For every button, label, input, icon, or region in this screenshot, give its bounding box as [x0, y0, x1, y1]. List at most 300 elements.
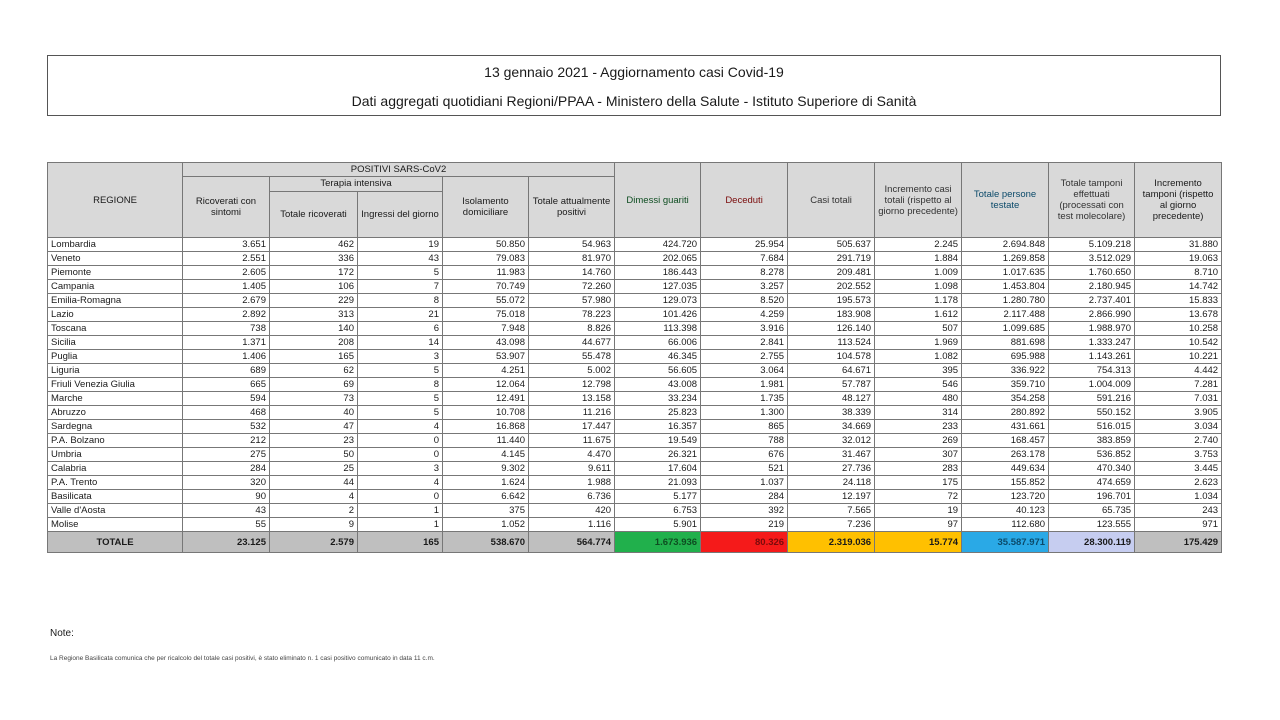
value-cell: 70.749	[443, 280, 529, 294]
value-cell: 44.677	[529, 336, 615, 350]
value-cell: 971	[1135, 518, 1222, 532]
header-deceduti: Deceduti	[701, 163, 788, 238]
notes-label: Note:	[50, 628, 74, 639]
value-cell: 2.737.401	[1049, 294, 1135, 308]
value-cell: 40.123	[962, 504, 1049, 518]
value-cell: 788	[701, 434, 788, 448]
value-cell: 865	[701, 420, 788, 434]
value-cell: 57.980	[529, 294, 615, 308]
value-cell: 2.694.848	[962, 238, 1049, 252]
value-cell: 17.604	[615, 462, 701, 476]
value-cell: 1.453.804	[962, 280, 1049, 294]
value-cell: 1.612	[875, 308, 962, 322]
value-cell: 1.009	[875, 266, 962, 280]
region-name-cell: Veneto	[48, 252, 183, 266]
total-value-cell: 2.319.036	[788, 532, 875, 553]
value-cell: 462	[270, 238, 358, 252]
value-cell: 591.216	[1049, 392, 1135, 406]
region-name-cell: Marche	[48, 392, 183, 406]
value-cell: 665	[183, 378, 270, 392]
header-tamponi: Totale tamponi effettuati (processati con test molecolare)	[1049, 163, 1135, 238]
value-cell: 6	[358, 322, 443, 336]
value-cell: 1	[358, 518, 443, 532]
header-dimessi-guariti: Dimessi guariti	[615, 163, 701, 238]
total-value-cell: 165	[358, 532, 443, 553]
value-cell: 25.823	[615, 406, 701, 420]
value-cell: 23	[270, 434, 358, 448]
value-cell: 27.736	[788, 462, 875, 476]
total-value-cell: 1.673.936	[615, 532, 701, 553]
region-name-cell: Abruzzo	[48, 406, 183, 420]
value-cell: 1.052	[443, 518, 529, 532]
value-cell: 8.520	[701, 294, 788, 308]
value-cell: 219	[701, 518, 788, 532]
value-cell: 2.117.488	[962, 308, 1049, 322]
value-cell: 31.467	[788, 448, 875, 462]
value-cell: 140	[270, 322, 358, 336]
value-cell: 0	[358, 490, 443, 504]
totals-row	[48, 532, 1222, 553]
value-cell: 1.082	[875, 350, 962, 364]
value-cell: 2.245	[875, 238, 962, 252]
header-isolamento: Isolamento domiciliare	[443, 177, 529, 238]
value-cell: 1.116	[529, 518, 615, 532]
value-cell: 243	[1135, 504, 1222, 518]
value-cell: 383.859	[1049, 434, 1135, 448]
value-cell: 532	[183, 420, 270, 434]
value-cell: 69	[270, 378, 358, 392]
value-cell: 1.034	[1135, 490, 1222, 504]
value-cell: 50	[270, 448, 358, 462]
value-cell: 10.258	[1135, 322, 1222, 336]
value-cell: 3	[358, 462, 443, 476]
value-cell: 395	[875, 364, 962, 378]
value-cell: 1.280.780	[962, 294, 1049, 308]
value-cell: 550.152	[1049, 406, 1135, 420]
value-cell: 196.701	[1049, 490, 1135, 504]
value-cell: 55	[183, 518, 270, 532]
covid-data-table	[47, 162, 1222, 553]
value-cell: 507	[875, 322, 962, 336]
value-cell: 46.345	[615, 350, 701, 364]
value-cell: 33.234	[615, 392, 701, 406]
value-cell: 106	[270, 280, 358, 294]
value-cell: 208	[270, 336, 358, 350]
header-ti-ingressi: Ingressi del giorno	[358, 191, 443, 237]
value-cell: 5	[358, 266, 443, 280]
table-row	[48, 308, 1222, 322]
value-cell: 1.143.261	[1049, 350, 1135, 364]
value-cell: 284	[183, 462, 270, 476]
value-cell: 1.988	[529, 476, 615, 490]
value-cell: 392	[701, 504, 788, 518]
table-row	[48, 392, 1222, 406]
value-cell: 10.221	[1135, 350, 1222, 364]
notes-text: La Regione Basilicata comunica che per ricalcolo del totale casi positivi, è stato eliminato n. 1 casi positivo comunicato in data 11 c.m.	[50, 655, 435, 662]
value-cell: 113.398	[615, 322, 701, 336]
value-cell: 21	[358, 308, 443, 322]
value-cell: 3.512.029	[1049, 252, 1135, 266]
value-cell: 1.333.247	[1049, 336, 1135, 350]
value-cell: 17.447	[529, 420, 615, 434]
value-cell: 3	[358, 350, 443, 364]
value-cell: 676	[701, 448, 788, 462]
value-cell: 449.634	[962, 462, 1049, 476]
region-name-cell: P.A. Trento	[48, 476, 183, 490]
value-cell: 79.083	[443, 252, 529, 266]
value-cell: 12.491	[443, 392, 529, 406]
value-cell: 4.442	[1135, 364, 1222, 378]
value-cell: 55.072	[443, 294, 529, 308]
value-cell: 283	[875, 462, 962, 476]
value-cell: 209.481	[788, 266, 875, 280]
value-cell: 34.669	[788, 420, 875, 434]
header-terapia-intensiva: Terapia intensiva	[270, 177, 443, 192]
value-cell: 1.760.650	[1049, 266, 1135, 280]
value-cell: 53.907	[443, 350, 529, 364]
header-incremento-tamponi: Incremento tamponi (rispetto al giorno precedente)	[1135, 163, 1222, 238]
value-cell: 480	[875, 392, 962, 406]
value-cell: 10.542	[1135, 336, 1222, 350]
table-row	[48, 434, 1222, 448]
value-cell: 19	[875, 504, 962, 518]
value-cell: 73	[270, 392, 358, 406]
value-cell: 104.578	[788, 350, 875, 364]
value-cell: 5	[358, 406, 443, 420]
value-cell: 2.841	[701, 336, 788, 350]
table-row	[48, 266, 1222, 280]
value-cell: 21.093	[615, 476, 701, 490]
value-cell: 470.340	[1049, 462, 1135, 476]
value-cell: 43	[183, 504, 270, 518]
header-casi-totali: Casi totali	[788, 163, 875, 238]
value-cell: 11.675	[529, 434, 615, 448]
value-cell: 9	[270, 518, 358, 532]
value-cell: 1.624	[443, 476, 529, 490]
header-regione: REGIONE	[48, 163, 183, 238]
value-cell: 424.720	[615, 238, 701, 252]
value-cell: 336.922	[962, 364, 1049, 378]
value-cell: 1.371	[183, 336, 270, 350]
value-cell: 1.300	[701, 406, 788, 420]
value-cell: 4.259	[701, 308, 788, 322]
value-cell: 505.637	[788, 238, 875, 252]
value-cell: 65.735	[1049, 504, 1135, 518]
value-cell: 11.440	[443, 434, 529, 448]
value-cell: 72.260	[529, 280, 615, 294]
value-cell: 3.753	[1135, 448, 1222, 462]
value-cell: 12.197	[788, 490, 875, 504]
value-cell: 26.321	[615, 448, 701, 462]
value-cell: 3.064	[701, 364, 788, 378]
region-name-cell: Puglia	[48, 350, 183, 364]
value-cell: 689	[183, 364, 270, 378]
region-name-cell: Lazio	[48, 308, 183, 322]
value-cell: 24.118	[788, 476, 875, 490]
value-cell: 186.443	[615, 266, 701, 280]
region-name-cell: Molise	[48, 518, 183, 532]
value-cell: 1.406	[183, 350, 270, 364]
value-cell: 126.140	[788, 322, 875, 336]
value-cell: 431.661	[962, 420, 1049, 434]
value-cell: 14	[358, 336, 443, 350]
value-cell: 55.478	[529, 350, 615, 364]
value-cell: 7.948	[443, 322, 529, 336]
value-cell: 43	[358, 252, 443, 266]
value-cell: 3.916	[701, 322, 788, 336]
value-cell: 2	[270, 504, 358, 518]
value-cell: 1.884	[875, 252, 962, 266]
value-cell: 320	[183, 476, 270, 490]
value-cell: 168.457	[962, 434, 1049, 448]
value-cell: 44	[270, 476, 358, 490]
value-cell: 123.720	[962, 490, 1049, 504]
value-cell: 4	[358, 476, 443, 490]
value-cell: 474.659	[1049, 476, 1135, 490]
value-cell: 307	[875, 448, 962, 462]
value-cell: 25	[270, 462, 358, 476]
value-cell: 263.178	[962, 448, 1049, 462]
value-cell: 1.037	[701, 476, 788, 490]
table-row	[48, 490, 1222, 504]
value-cell: 1.099.685	[962, 322, 1049, 336]
table-row	[48, 504, 1222, 518]
region-name-cell: Campania	[48, 280, 183, 294]
value-cell: 97	[875, 518, 962, 532]
value-cell: 31.880	[1135, 238, 1222, 252]
value-cell: 0	[358, 434, 443, 448]
value-cell: 212	[183, 434, 270, 448]
value-cell: 3.445	[1135, 462, 1222, 476]
value-cell: 202.552	[788, 280, 875, 294]
value-cell: 314	[875, 406, 962, 420]
value-cell: 195.573	[788, 294, 875, 308]
table-row	[48, 336, 1222, 350]
value-cell: 43.008	[615, 378, 701, 392]
value-cell: 9.611	[529, 462, 615, 476]
value-cell: 1.988.970	[1049, 322, 1135, 336]
value-cell: 375	[443, 504, 529, 518]
value-cell: 754.313	[1049, 364, 1135, 378]
value-cell: 269	[875, 434, 962, 448]
table-body	[48, 238, 1222, 553]
page-title: 13 gennaio 2021 - Aggiornamento casi Covid-19	[484, 64, 784, 80]
value-cell: 19	[358, 238, 443, 252]
region-name-cell: Liguria	[48, 364, 183, 378]
value-cell: 127.035	[615, 280, 701, 294]
value-cell: 7.281	[1135, 378, 1222, 392]
value-cell: 64.671	[788, 364, 875, 378]
total-value-cell: 15.774	[875, 532, 962, 553]
value-cell: 7.565	[788, 504, 875, 518]
header-incremento-casi: Incremento casi totali (rispetto al giorno precedente)	[875, 163, 962, 238]
value-cell: 738	[183, 322, 270, 336]
table-row	[48, 252, 1222, 266]
value-cell: 48.127	[788, 392, 875, 406]
value-cell: 1	[358, 504, 443, 518]
value-cell: 32.012	[788, 434, 875, 448]
value-cell: 7	[358, 280, 443, 294]
value-cell: 2.755	[701, 350, 788, 364]
value-cell: 129.073	[615, 294, 701, 308]
page-subtitle: Dati aggregati quotidiani Regioni/PPAA - Ministero della Salute - Istituto Superiore di Sanità	[351, 93, 917, 109]
value-cell: 4.145	[443, 448, 529, 462]
region-name-cell: Emilia-Romagna	[48, 294, 183, 308]
value-cell: 4	[270, 490, 358, 504]
value-cell: 2.180.945	[1049, 280, 1135, 294]
value-cell: 7.684	[701, 252, 788, 266]
value-cell: 881.698	[962, 336, 1049, 350]
value-cell: 66.006	[615, 336, 701, 350]
value-cell: 56.605	[615, 364, 701, 378]
value-cell: 50.850	[443, 238, 529, 252]
title-box	[47, 55, 1221, 116]
value-cell: 516.015	[1049, 420, 1135, 434]
total-value-cell: 80.326	[701, 532, 788, 553]
value-cell: 354.258	[962, 392, 1049, 406]
value-cell: 112.680	[962, 518, 1049, 532]
value-cell: 313	[270, 308, 358, 322]
region-name-cell: Toscana	[48, 322, 183, 336]
value-cell: 233	[875, 420, 962, 434]
value-cell: 3.651	[183, 238, 270, 252]
table-row	[48, 406, 1222, 420]
value-cell: 0	[358, 448, 443, 462]
value-cell: 101.426	[615, 308, 701, 322]
value-cell: 19.549	[615, 434, 701, 448]
value-cell: 155.852	[962, 476, 1049, 490]
header-positivi-group: POSITIVI SARS-CoV2	[183, 163, 615, 177]
value-cell: 14.742	[1135, 280, 1222, 294]
region-name-cell: Sicilia	[48, 336, 183, 350]
value-cell: 57.787	[788, 378, 875, 392]
region-name-cell: Friuli Venezia Giulia	[48, 378, 183, 392]
value-cell: 11.983	[443, 266, 529, 280]
value-cell: 16.868	[443, 420, 529, 434]
value-cell: 336	[270, 252, 358, 266]
value-cell: 38.339	[788, 406, 875, 420]
value-cell: 5	[358, 392, 443, 406]
value-cell: 6.753	[615, 504, 701, 518]
value-cell: 14.760	[529, 266, 615, 280]
value-cell: 1.735	[701, 392, 788, 406]
value-cell: 2.679	[183, 294, 270, 308]
value-cell: 5.002	[529, 364, 615, 378]
value-cell: 8.826	[529, 322, 615, 336]
total-value-cell: 23.125	[183, 532, 270, 553]
value-cell: 113.524	[788, 336, 875, 350]
value-cell: 284	[701, 490, 788, 504]
value-cell: 2.740	[1135, 434, 1222, 448]
value-cell: 521	[701, 462, 788, 476]
value-cell: 1.269.858	[962, 252, 1049, 266]
value-cell: 1.405	[183, 280, 270, 294]
value-cell: 47	[270, 420, 358, 434]
value-cell: 12.798	[529, 378, 615, 392]
value-cell: 594	[183, 392, 270, 406]
value-cell: 5.109.218	[1049, 238, 1135, 252]
value-cell: 291.719	[788, 252, 875, 266]
value-cell: 359.710	[962, 378, 1049, 392]
table-row	[48, 462, 1222, 476]
value-cell: 90	[183, 490, 270, 504]
value-cell: 1.981	[701, 378, 788, 392]
value-cell: 15.833	[1135, 294, 1222, 308]
totals-label-cell: TOTALE	[48, 532, 183, 553]
value-cell: 5	[358, 364, 443, 378]
value-cell: 2.605	[183, 266, 270, 280]
value-cell: 420	[529, 504, 615, 518]
value-cell: 9.302	[443, 462, 529, 476]
table-row	[48, 238, 1222, 252]
value-cell: 2.551	[183, 252, 270, 266]
value-cell: 468	[183, 406, 270, 420]
table-row	[48, 448, 1222, 462]
region-name-cell: Piemonte	[48, 266, 183, 280]
value-cell: 19.063	[1135, 252, 1222, 266]
table-row	[48, 322, 1222, 336]
region-name-cell: Basilicata	[48, 490, 183, 504]
region-name-cell: Valle d'Aosta	[48, 504, 183, 518]
region-name-cell: Umbria	[48, 448, 183, 462]
value-cell: 3.905	[1135, 406, 1222, 420]
value-cell: 3.257	[701, 280, 788, 294]
value-cell: 54.963	[529, 238, 615, 252]
total-value-cell: 2.579	[270, 532, 358, 553]
value-cell: 81.970	[529, 252, 615, 266]
value-cell: 7.236	[788, 518, 875, 532]
region-name-cell: Lombardia	[48, 238, 183, 252]
value-cell: 172	[270, 266, 358, 280]
value-cell: 183.908	[788, 308, 875, 322]
table-row	[48, 378, 1222, 392]
table-row	[48, 280, 1222, 294]
value-cell: 8.278	[701, 266, 788, 280]
header-persone-testate: Totale persone testate	[962, 163, 1049, 238]
total-value-cell: 28.300.119	[1049, 532, 1135, 553]
value-cell: 75.018	[443, 308, 529, 322]
value-cell: 695.988	[962, 350, 1049, 364]
region-name-cell: Calabria	[48, 462, 183, 476]
value-cell: 10.708	[443, 406, 529, 420]
value-cell: 1.017.635	[962, 266, 1049, 280]
total-value-cell: 538.670	[443, 532, 529, 553]
total-value-cell: 564.774	[529, 532, 615, 553]
value-cell: 72	[875, 490, 962, 504]
table-row	[48, 350, 1222, 364]
region-name-cell: P.A. Bolzano	[48, 434, 183, 448]
value-cell: 3.034	[1135, 420, 1222, 434]
value-cell: 1.969	[875, 336, 962, 350]
value-cell: 123.555	[1049, 518, 1135, 532]
value-cell: 1.178	[875, 294, 962, 308]
table-row	[48, 294, 1222, 308]
value-cell: 536.852	[1049, 448, 1135, 462]
header-ti-totale: Totale ricoverati	[270, 191, 358, 237]
value-cell: 11.216	[529, 406, 615, 420]
value-cell: 5.177	[615, 490, 701, 504]
value-cell: 280.892	[962, 406, 1049, 420]
table-row	[48, 476, 1222, 490]
value-cell: 40	[270, 406, 358, 420]
value-cell: 229	[270, 294, 358, 308]
value-cell: 2.866.990	[1049, 308, 1135, 322]
value-cell: 8.710	[1135, 266, 1222, 280]
value-cell: 1.004.009	[1049, 378, 1135, 392]
header-totale-positivi: Totale attualmente positivi	[529, 177, 615, 238]
value-cell: 5.901	[615, 518, 701, 532]
value-cell: 4	[358, 420, 443, 434]
